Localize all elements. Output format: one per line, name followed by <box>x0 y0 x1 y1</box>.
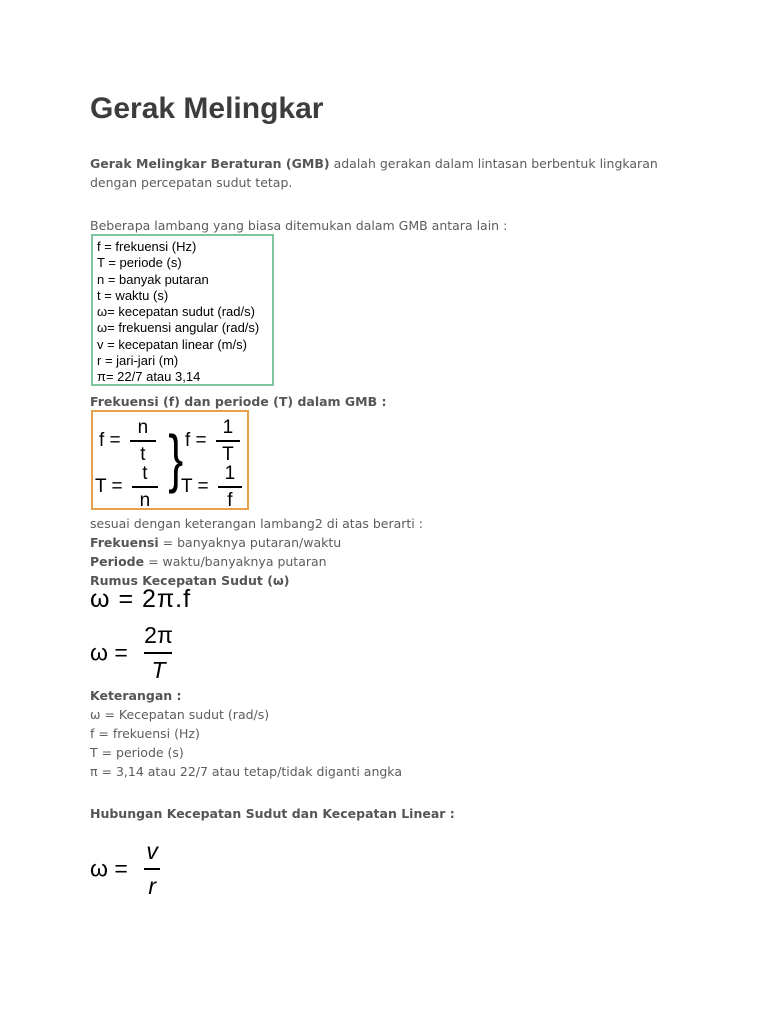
omega-formula-2pif: ω = 2π.f <box>90 585 192 613</box>
symbol-line: T = periode (s) <box>97 255 182 271</box>
freq-heading: Frekuensi (f) dan periode (T) dalam GMB : <box>90 394 387 409</box>
fraction-bar <box>130 440 156 442</box>
periode-label: Periode <box>90 554 145 569</box>
symbol-line: ω= kecepatan sudut (rad/s) <box>97 304 255 320</box>
formula-f-n-t <box>99 418 156 464</box>
symbol-line: ω= frekuensi angular (rad/s) <box>97 320 260 336</box>
symbols-intro: Beberapa lambang yang biasa ditemukan dalam GMB antara lain : <box>90 218 508 233</box>
numerator: 2π <box>144 622 173 648</box>
hubungan-heading: Hubungan Kecepatan Sudut dan Kecepatan Linear : <box>90 806 455 821</box>
symbol-line: v = kecepatan linear (m/s) <box>97 336 247 352</box>
formula-T-1-f <box>181 464 242 510</box>
formula-lhs: ω = <box>90 639 128 666</box>
formula-f-1-T <box>185 418 240 464</box>
freq-period-box <box>91 410 249 510</box>
fraction <box>144 624 173 682</box>
keterangan-block <box>90 686 402 781</box>
curly-brace: } <box>168 422 184 494</box>
intro-bold: Gerak Melingkar Beraturan (GMB) <box>90 156 330 171</box>
intro-text-2: dengan percepatan sudut tetap. <box>90 175 293 190</box>
numerator: t <box>142 463 148 484</box>
keterangan-item: π = 3,14 atau 22/7 atau tetap/tidak diganti angka <box>90 764 402 779</box>
intro-text-1: adalah gerakan dalam lintasan berbentuk lingkaran <box>329 156 658 171</box>
fraction <box>216 418 240 464</box>
fraction <box>144 840 160 898</box>
fraction <box>132 464 158 510</box>
symbol-line: π= 22/7 atau 3,14 <box>97 369 201 385</box>
numerator: 1 <box>222 417 234 438</box>
denominator: n <box>139 489 151 511</box>
explain-block <box>90 514 423 590</box>
numerator: 1 <box>224 463 236 484</box>
keterangan-heading: Keterangan : <box>90 688 182 703</box>
fraction-bar <box>144 868 160 870</box>
formula-lhs: T = <box>95 475 123 497</box>
fraction <box>218 464 242 510</box>
denominator: T <box>151 656 166 683</box>
fraction-bar <box>132 486 158 488</box>
formula-T-t-n <box>95 464 158 510</box>
explain-line: sesuai dengan keterangan lambang2 di atas berarti : <box>90 516 423 531</box>
symbol-line: t = waktu (s) <box>97 287 169 303</box>
omega-formula-2pi-T <box>90 624 173 682</box>
keterangan-item: f = frekuensi (Hz) <box>90 726 200 741</box>
omega-formula-v-r <box>90 840 160 898</box>
formula-lhs: f = <box>185 429 207 451</box>
numerator: v <box>146 838 158 864</box>
denominator: t <box>140 443 146 465</box>
denominator: r <box>148 872 156 899</box>
symbol-line: f = frekuensi (Hz) <box>97 239 197 254</box>
fraction-bar <box>218 486 242 488</box>
keterangan-item: ω = Kecepatan sudut (rad/s) <box>90 707 270 722</box>
fraction <box>130 418 156 464</box>
periode-text: = waktu/banyaknya putaran <box>144 554 327 569</box>
rumus-heading: Rumus Kecepatan Sudut (ω) <box>90 573 290 588</box>
keterangan-item: T = periode (s) <box>90 745 184 760</box>
denominator: T <box>222 443 234 465</box>
frekuensi-label: Frekuensi <box>90 535 159 550</box>
symbols-box <box>91 234 274 386</box>
intro-paragraph <box>90 154 658 192</box>
fraction-bar <box>144 652 172 654</box>
formula-lhs: f = <box>99 429 121 451</box>
numerator: n <box>137 417 149 438</box>
symbol-line: r = jari-jari (m) <box>97 353 179 369</box>
denominator: f <box>227 489 233 511</box>
frekuensi-text: = banyaknya putaran/waktu <box>158 535 342 550</box>
page-title: Gerak Melingkar <box>90 92 324 125</box>
formula-lhs: ω = <box>90 855 128 882</box>
symbol-line: n = banyak putaran <box>97 271 209 287</box>
formula-lhs: T = <box>181 475 209 497</box>
fraction-bar <box>216 440 240 442</box>
